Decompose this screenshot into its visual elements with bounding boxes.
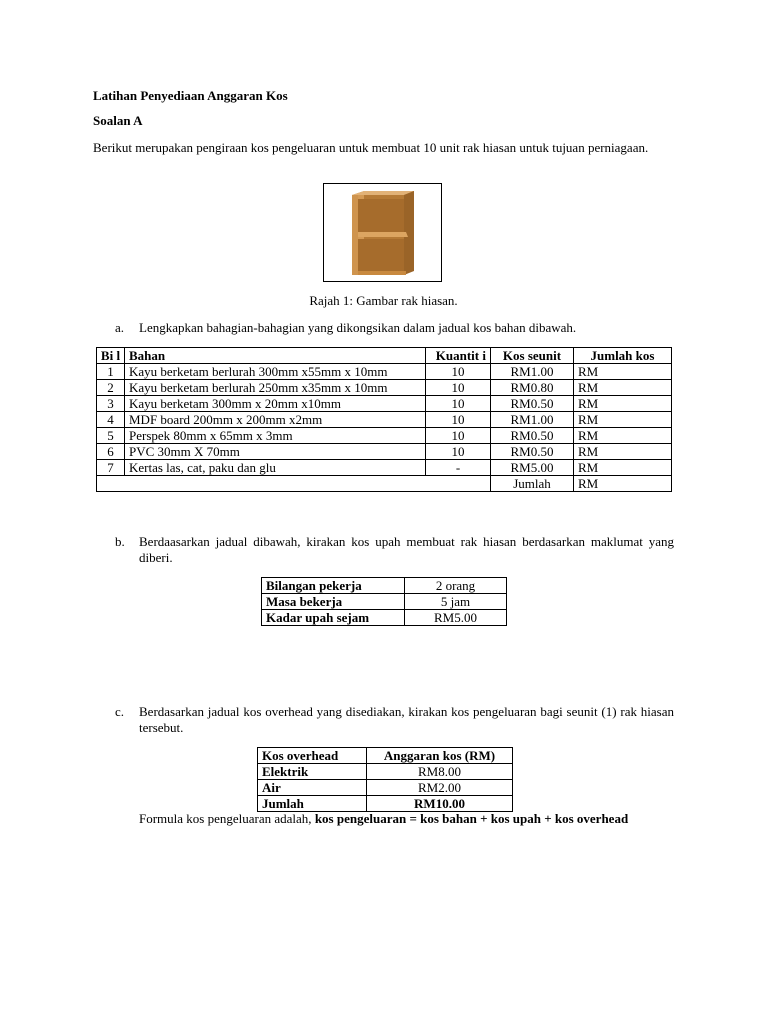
cell-kos: RM0.50 (491, 444, 574, 460)
figure-caption: Rajah 1: Gambar rak hiasan. (309, 293, 458, 308)
question-b-marker: b. (115, 534, 125, 549)
document-title: Latihan Penyediaan Anggaran Kos (93, 88, 288, 103)
cell-jumlah: RM (574, 396, 672, 412)
shelf-image (348, 187, 418, 279)
labour-value: 2 orang (405, 578, 507, 594)
cell-jumlah: RM (574, 444, 672, 460)
header-kos-seunit: Kos seunit (491, 348, 574, 364)
labour-label: Bilangan pekerja (262, 578, 405, 594)
question-b-text: Berdaasarkan jadual dibawah, kirakan kos upah membuat rak hiasan berdasarkan maklumat yang diberi. (139, 534, 674, 565)
overhead-table (257, 747, 513, 812)
table-row (262, 594, 507, 610)
header-bil: Bi l (97, 348, 125, 364)
question-a-text: Lengkapkan bahagian-bahagian yang dikongsikan dalam jadual kos bahan dibawah. (139, 320, 577, 335)
table-row (262, 578, 507, 594)
overhead-header-label: Kos overhead (258, 748, 367, 764)
cell-kos: RM5.00 (491, 460, 574, 476)
cell-bahan: Kertas las, cat, paku dan glu (125, 460, 426, 476)
table-total-row (258, 796, 513, 812)
cell-jumlah: RM (574, 364, 672, 380)
overhead-value: RM8.00 (367, 764, 513, 780)
cell-kos: RM1.00 (491, 412, 574, 428)
table-header-row (258, 748, 513, 764)
question-a-marker: a. (115, 320, 125, 335)
cell-kos: RM0.50 (491, 428, 574, 444)
cell-bahan: PVC 30mm X 70mm (125, 444, 426, 460)
overhead-header-value: Anggaran kos (RM) (367, 748, 513, 764)
table-header-row (97, 348, 672, 364)
table-row (97, 460, 672, 476)
table-total-row (97, 476, 672, 492)
cell-jumlah: RM (574, 460, 672, 476)
labour-value: RM5.00 (405, 610, 507, 626)
cell-jumlah: RM (574, 412, 672, 428)
formula-line (139, 811, 679, 827)
intro-paragraph: Berikut merupakan pengiraan kos pengeluaran untuk membuat 10 unit rak hiasan untuk tujuan perniagaan. (93, 140, 649, 155)
cell-kos: RM0.50 (491, 396, 574, 412)
overhead-value: RM2.00 (367, 780, 513, 796)
table-row (97, 380, 672, 396)
table-row (97, 444, 672, 460)
cell-bil: 3 (97, 396, 125, 412)
section-heading: Soalan A (93, 113, 143, 128)
table-row (97, 428, 672, 444)
total-empty-cell (97, 476, 491, 492)
header-jumlah-kos: Jumlah kos (574, 348, 672, 364)
cell-kuantiti: 10 (426, 396, 491, 412)
cell-kos: RM0.80 (491, 380, 574, 396)
cell-bil: 5 (97, 428, 125, 444)
cell-bil: 2 (97, 380, 125, 396)
overhead-total-value: RM10.00 (367, 796, 513, 812)
labour-table (261, 577, 507, 626)
cell-bahan: Perspek 80mm x 65mm x 3mm (125, 428, 426, 444)
cell-bil: 1 (97, 364, 125, 380)
labour-value: 5 jam (405, 594, 507, 610)
formula-expression: kos pengeluaran = kos bahan + kos upah + kos overhead (314, 811, 629, 826)
table-row (97, 396, 672, 412)
cell-jumlah: RM (574, 380, 672, 396)
cell-kuantiti: - (426, 460, 491, 476)
cell-bil: 6 (97, 444, 125, 460)
cell-kos: RM1.00 (491, 364, 574, 380)
table-row (258, 764, 513, 780)
table-row (97, 364, 672, 380)
total-label: Jumlah (491, 476, 574, 492)
overhead-total-label: Jumlah (258, 796, 367, 812)
table-row (97, 412, 672, 428)
shelf-figure (323, 183, 442, 282)
cell-kuantiti: 10 (426, 380, 491, 396)
labour-label: Masa bekerja (262, 594, 405, 610)
cell-jumlah: RM (574, 428, 672, 444)
cell-kuantiti: 10 (426, 428, 491, 444)
overhead-label: Air (258, 780, 367, 796)
material-cost-table (96, 347, 672, 492)
cell-kuantiti: 10 (426, 412, 491, 428)
question-c-marker: c. (115, 704, 125, 719)
header-bahan: Bahan (125, 348, 426, 364)
cell-bahan: Kayu berketam 300mm x 20mm x10mm (125, 396, 426, 412)
cell-kuantiti: 10 (426, 364, 491, 380)
formula-prefix: Formula kos pengeluaran adalah, (139, 811, 315, 826)
total-value: RM (574, 476, 672, 492)
overhead-label: Elektrik (258, 764, 367, 780)
cell-bahan: Kayu berketam berlurah 250mm x35mm x 10mm (125, 380, 426, 396)
table-row (262, 610, 507, 626)
cell-kuantiti: 10 (426, 444, 491, 460)
cell-bahan: MDF board 200mm x 200mm x2mm (125, 412, 426, 428)
table-row (258, 780, 513, 796)
labour-label: Kadar upah sejam (262, 610, 405, 626)
cell-bil: 7 (97, 460, 125, 476)
cell-bil: 4 (97, 412, 125, 428)
cell-bahan: Kayu berketam berlurah 300mm x55mm x 10mm (125, 364, 426, 380)
header-kuantiti: Kuantit i (426, 348, 491, 364)
question-c-text: Berdasarkan jadual kos overhead yang disediakan, kirakan kos pengeluaran bagi seunit (1) rak hiasan tersebut. (139, 704, 674, 735)
